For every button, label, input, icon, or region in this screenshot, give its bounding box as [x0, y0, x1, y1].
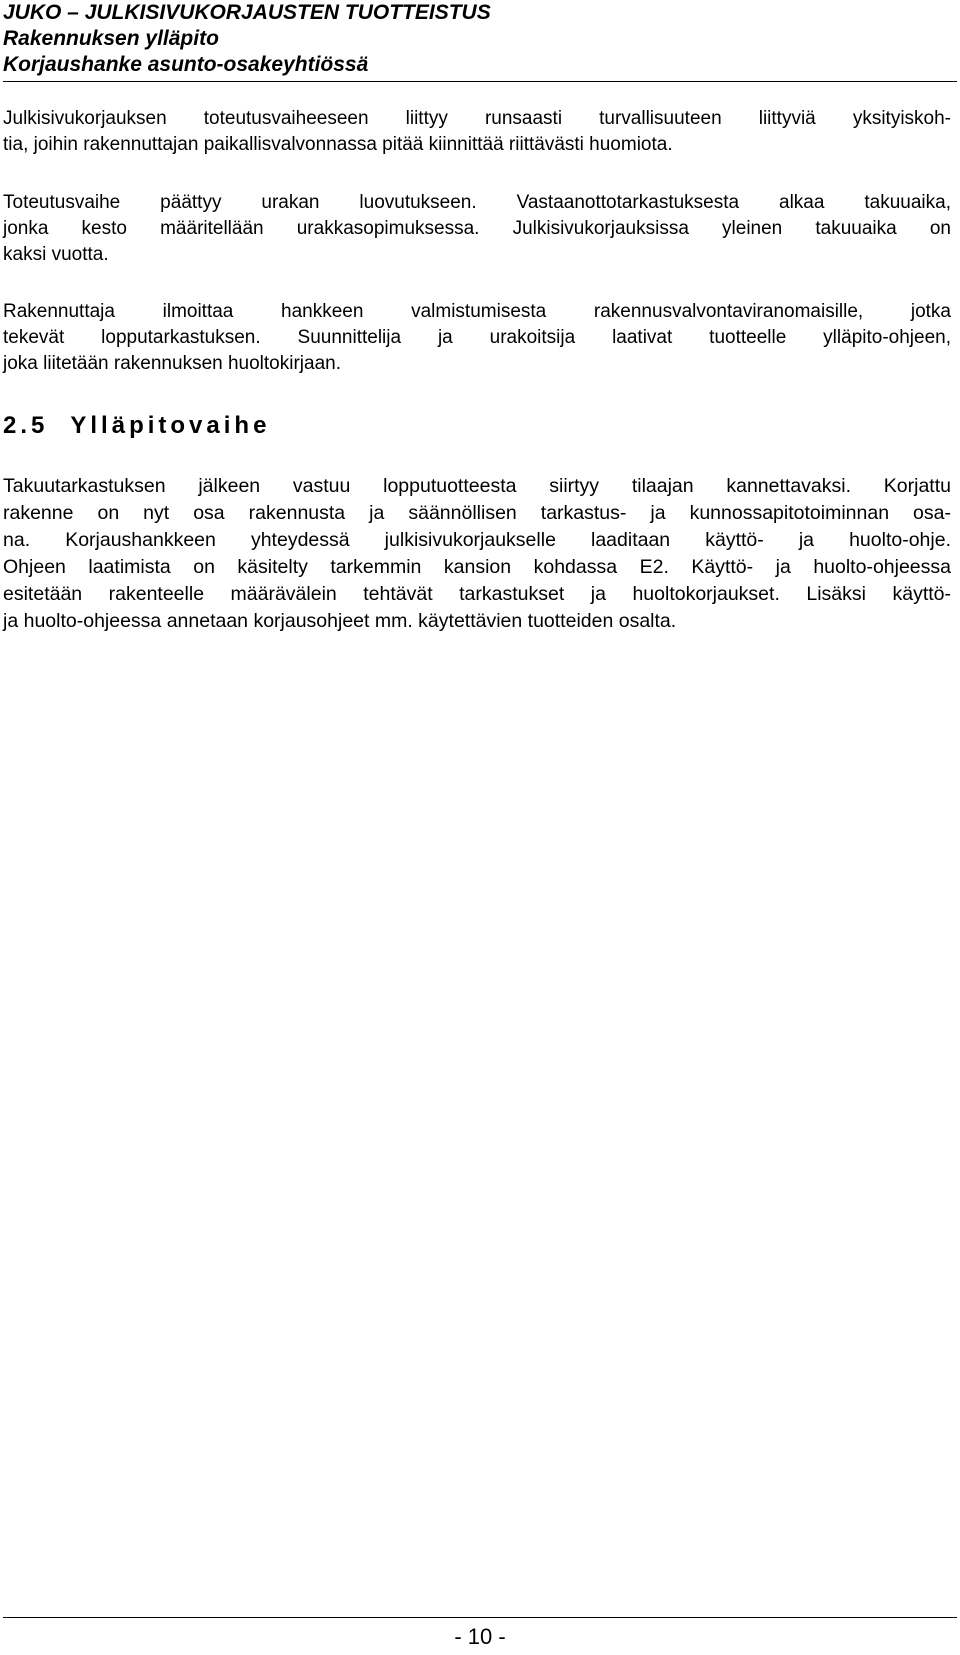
page-header — [3, 0, 957, 78]
paragraph-line: esitetään rakenteelle määrävälein tehtävät tarkastukset ja huoltokorjaukset. Lisäksi käyttö- — [3, 583, 951, 605]
paragraph-line: Toteutusvaihe päättyy urakan luovutukseen. Vastaanottotarkastuksesta alkaa takuuaika, — [3, 192, 951, 213]
paragraph-safety — [3, 106, 951, 158]
paragraph-line: Ohjeen laatimista on käsitelty tarkemmin kansion kohdassa E2. Käyttö- ja huolto-ohjeessa — [3, 556, 951, 578]
paragraph-line: rakenne on nyt osa rakennusta ja säännöllisen tarkastus- ja kunnossapitotoiminnan osa- — [3, 502, 951, 524]
header-divider — [3, 81, 957, 82]
paragraph-line: kaksi vuotta. — [3, 244, 109, 265]
paragraph-line: Rakennuttaja ilmoittaa hankkeen valmistumisesta rakennusvalvontaviranomaisille, jotka — [3, 301, 951, 322]
section-heading — [3, 411, 270, 441]
paragraph-line: jonka kesto määritellään urakkasopimuksessa. Julkisivukorjauksissa yleinen takuuaika on — [3, 218, 951, 239]
section-number: 2.5 — [3, 412, 49, 439]
document-project: Korjaushanke asunto-osakeyhtiössä — [3, 53, 369, 76]
document-subtitle: Rakennuksen ylläpito — [3, 27, 219, 50]
page-number: - 10 - — [454, 1624, 506, 1649]
paragraph-final-inspection — [3, 299, 951, 377]
paragraph-maintenance — [3, 473, 951, 635]
section-title: Ylläpitovaihe — [70, 412, 271, 439]
paragraph-line: joka liitetään rakennuksen huoltokirjaan. — [3, 353, 341, 374]
paragraph-line: tekevät lopputarkastuksen. Suunnittelija ja urakoitsija laativat tuotteelle ylläpito-ohjeen, — [3, 327, 951, 348]
paragraph-line: tia, joihin rakennuttajan paikallisvalvonnassa pitää kiinnittää riittävästi huomiota. — [3, 134, 673, 155]
footer-divider — [3, 1617, 957, 1618]
paragraph-handover — [3, 190, 951, 268]
paragraph-line: ja huolto-ohjeessa annetaan korjausohjeet mm. käytettävien tuotteiden osalta. — [3, 610, 677, 632]
paragraph-line: Takuutarkastuksen jälkeen vastuu lopputuotteesta siirtyy tilaajan kannettavaksi. Korjattu — [3, 475, 951, 497]
paragraph-line: na. Korjaushankkeen yhteydessä julkisivukorjaukselle laaditaan käyttö- ja huolto-ohje. — [3, 529, 951, 551]
document-title: JUKO – JULKISIVUKORJAUSTEN TUOTTEISTUS — [3, 1, 491, 24]
paragraph-line: Julkisivukorjauksen toteutusvaiheeseen liittyy runsaasti turvallisuuteen liittyviä yksityiskoh- — [3, 108, 951, 129]
